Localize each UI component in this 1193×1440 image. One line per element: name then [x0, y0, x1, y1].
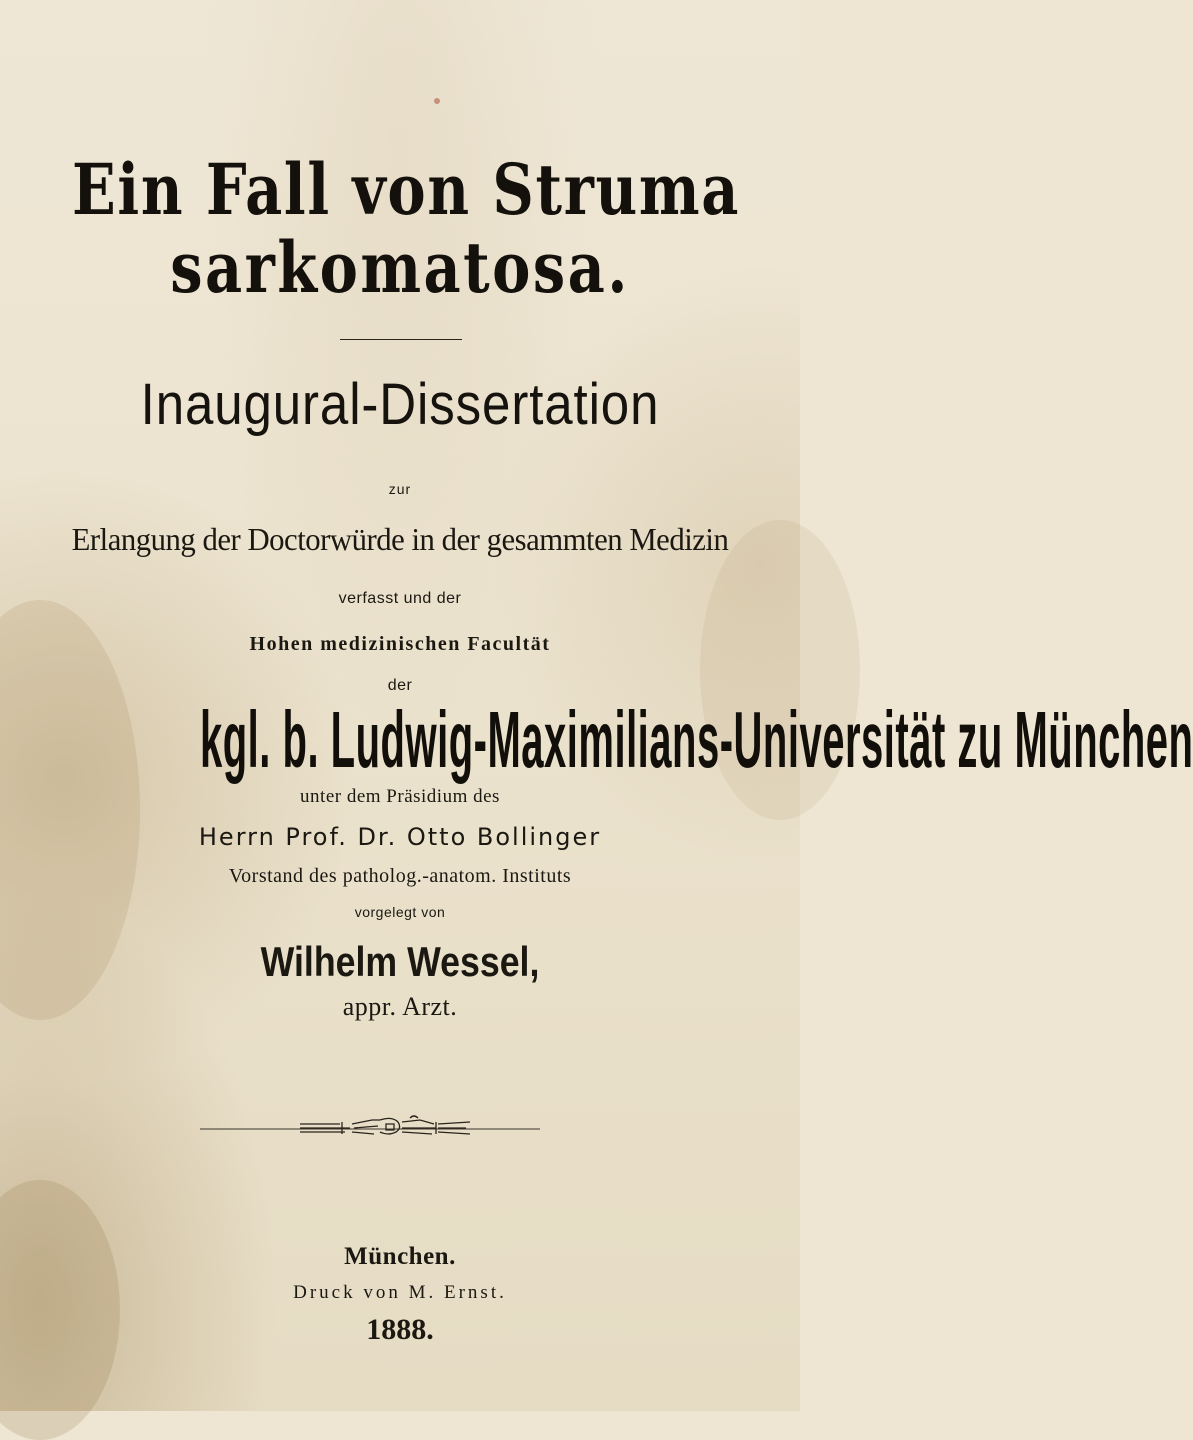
title-line-2: sarkomatosa.: [170, 226, 630, 309]
publication-city: München.: [344, 1243, 456, 1270]
der-text: der: [387, 677, 413, 694]
verfasst-text: verfasst und der: [338, 590, 462, 607]
publication-year: 1888.: [366, 1313, 434, 1346]
submitted-by-text: vorgelegt von: [354, 904, 446, 920]
title-divider: [340, 339, 462, 340]
faculty-name: Hohen medizinischen Facultät: [249, 633, 551, 655]
author-title: appr. Arzt.: [342, 992, 458, 1021]
purpose-text: Erlangung der Doctorwürde in der gesammten Medizin: [71, 521, 729, 557]
presidium-text: unter dem Präsidium des: [300, 786, 500, 807]
university-name: kgl. b. Ludwig-Maximilians-Universität zu München: [200, 695, 1193, 784]
ornament-divider: [0, 1112, 800, 1152]
professor-name: Herrn Prof. Dr. Otto Bollinger: [198, 823, 602, 851]
printer-text: Druck von M. Ernst.: [293, 1282, 507, 1303]
author-name: Wilhelm Wessel,: [260, 938, 540, 985]
foxing-spot: [434, 98, 440, 104]
zur-text: zur: [388, 481, 412, 497]
foxing-stain: [0, 1180, 120, 1440]
dissertation-heading: Inaugural-Dissertation: [140, 372, 660, 437]
institute-text: Vorstand des patholog.-anatom. Instituts: [228, 865, 572, 887]
title-line-1: Ein Fall von Struma: [72, 148, 741, 231]
